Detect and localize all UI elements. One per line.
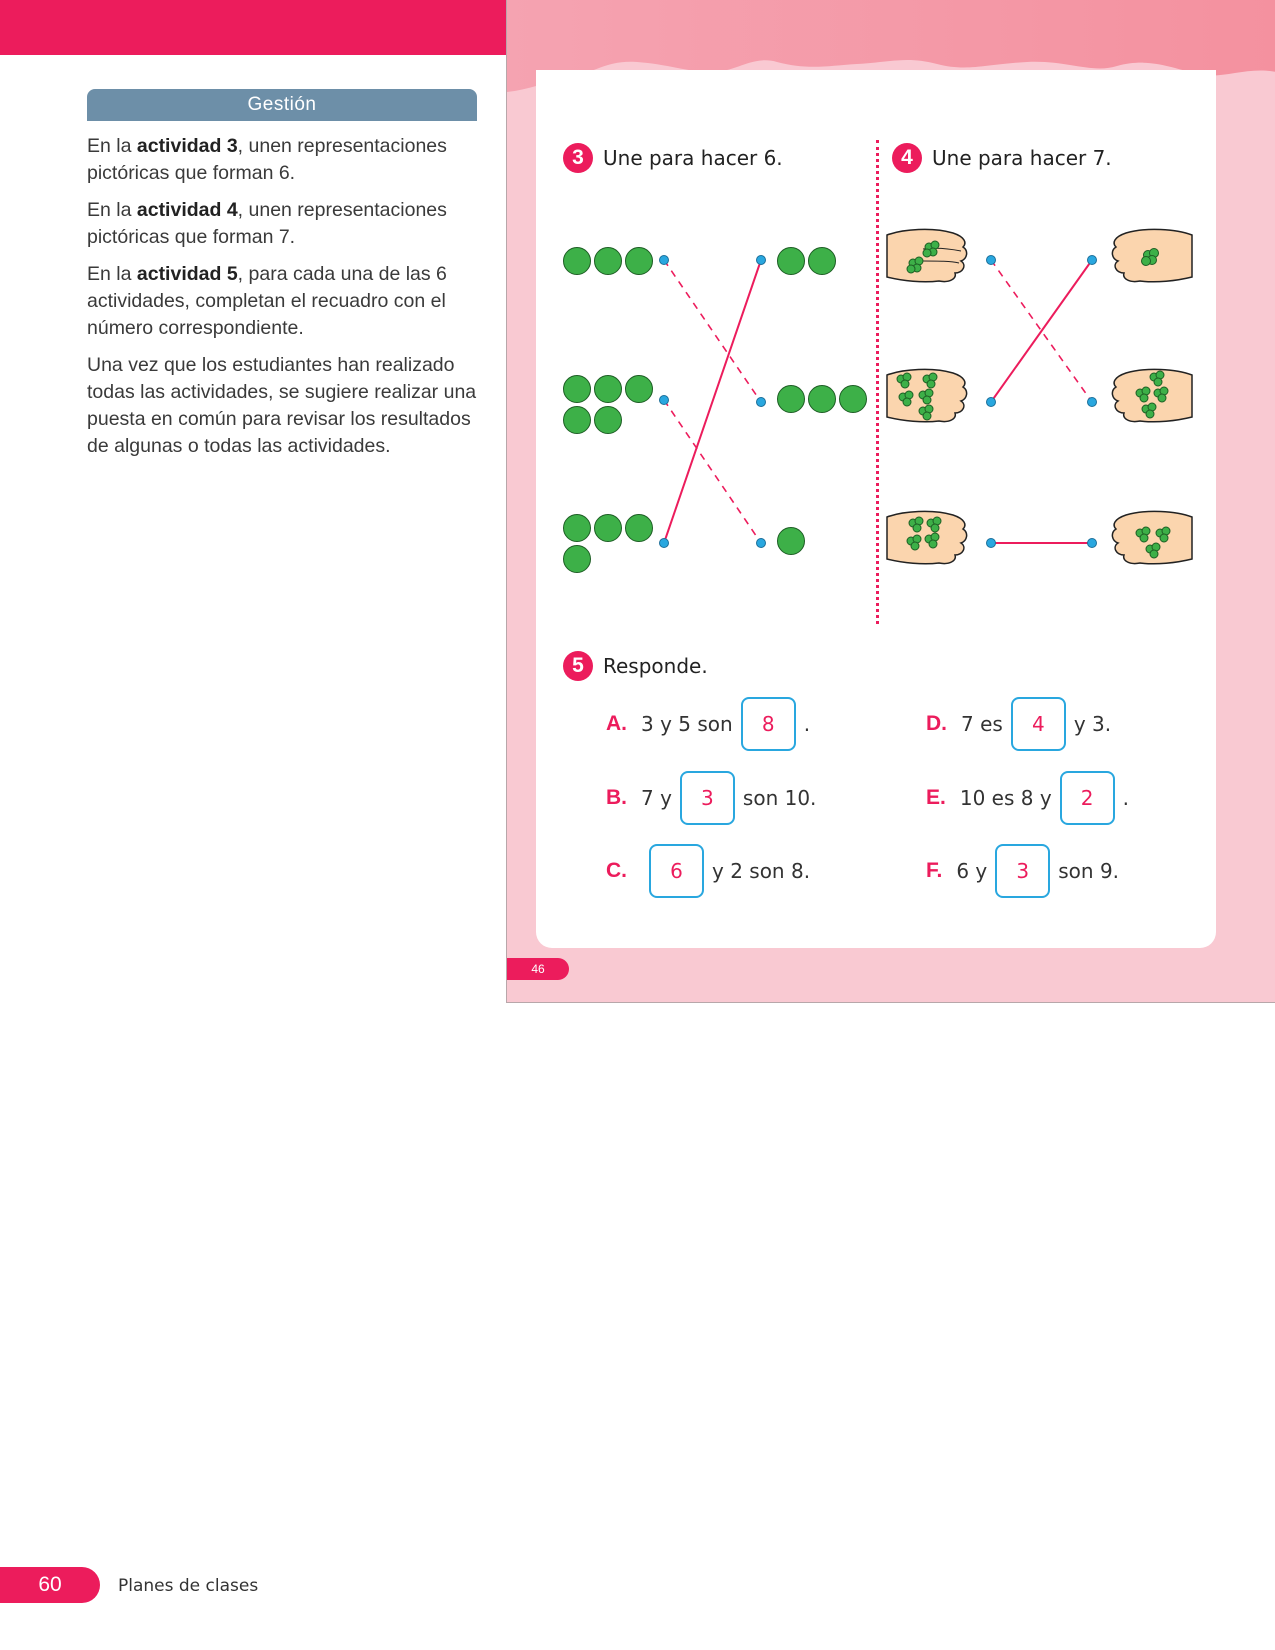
question-text-after: .	[1122, 786, 1130, 810]
activity-3-number: 3	[563, 143, 593, 173]
question-letter: A.	[606, 712, 627, 735]
question-d	[926, 697, 1111, 751]
activity-4-title	[892, 143, 1112, 173]
dot-group-left-4	[563, 514, 663, 573]
green-dot	[625, 375, 653, 403]
hand-left-5-clovers	[883, 365, 969, 427]
question-a	[606, 697, 810, 751]
question-e	[926, 771, 1129, 825]
green-dot	[777, 527, 805, 555]
top-accent-bar	[0, 0, 506, 55]
hand-left-4-clovers	[883, 507, 969, 569]
question-text-before: 7 y	[641, 786, 672, 810]
activity-5-label: Responde.	[603, 654, 708, 678]
guide-panel	[87, 89, 477, 460]
answer-box[interactable]: 8	[741, 697, 796, 751]
question-text-after: son 10.	[742, 786, 817, 810]
activity-divider	[876, 140, 879, 624]
question-text-after: son 9.	[1058, 859, 1120, 883]
question-text-before: 3 y 5 son	[641, 712, 733, 736]
activity-4-number: 4	[892, 143, 922, 173]
activity-5-number: 5	[563, 651, 593, 681]
guide-paragraph-2: En la actividad 4, unen representaciones pictóricas que forman 7.	[87, 199, 447, 248]
activity-5-title	[563, 651, 708, 681]
dot-group-left-5	[563, 375, 663, 434]
green-dot	[625, 247, 653, 275]
answer-box[interactable]: 3	[995, 844, 1050, 898]
activity-3-label: Une para hacer 6.	[603, 146, 783, 170]
dot-group-right-1	[777, 527, 817, 555]
footer-label: Planes de clases	[118, 1576, 259, 1596]
answer-box[interactable]: 4	[1011, 697, 1066, 751]
question-f	[926, 844, 1119, 898]
question-letter: D.	[926, 712, 947, 735]
answer-box[interactable]: 2	[1060, 771, 1115, 825]
question-text-after: .	[803, 712, 811, 736]
question-letter: E.	[926, 786, 946, 809]
hand-left-2-clovers	[883, 225, 969, 287]
guide-paragraph-4: Una vez que los estudiantes han realizado todas las actividades, se sugiere realizar una puesta en común para revisar los resultados de algunas o todas las actividades.	[87, 354, 477, 457]
question-letter: F.	[926, 859, 943, 882]
question-c	[606, 844, 810, 898]
activity-3-title	[563, 143, 783, 173]
question-text-before: 10 es 8 y	[959, 786, 1052, 810]
green-dot	[594, 514, 622, 542]
dot-group-right-3	[777, 385, 877, 413]
green-dot	[563, 545, 591, 573]
green-dot	[625, 514, 653, 542]
green-dot	[777, 385, 805, 413]
hand-right-3-clovers	[1110, 507, 1196, 569]
guide-header: Gestión	[87, 89, 477, 121]
green-dot	[563, 247, 591, 275]
question-text-before: 7 es	[961, 712, 1003, 736]
student-page-number: 46	[507, 958, 569, 980]
green-dot	[808, 247, 836, 275]
question-text-after: y 3.	[1073, 712, 1112, 736]
green-dot	[839, 385, 867, 413]
green-dot	[594, 406, 622, 434]
green-dot	[563, 514, 591, 542]
green-dot	[808, 385, 836, 413]
green-dot	[594, 375, 622, 403]
dot-group-left-3	[563, 247, 663, 275]
hand-right-1-clover	[1110, 225, 1196, 287]
guide-paragraph-3: En la actividad 5, para cada una de las 6 actividades, completan el recuadro con el número correspondiente.	[87, 263, 447, 339]
answer-box[interactable]: 3	[680, 771, 735, 825]
answer-box[interactable]: 6	[649, 844, 704, 898]
activity-4-label: Une para hacer 7.	[932, 146, 1112, 170]
question-letter: B.	[606, 786, 627, 809]
question-text-before: 6 y	[956, 859, 988, 883]
green-dot	[594, 247, 622, 275]
footer-page-number: 60	[0, 1567, 100, 1603]
green-dot	[777, 247, 805, 275]
green-dot	[563, 375, 591, 403]
hand-right-4-clovers	[1110, 365, 1196, 427]
guide-paragraph-1: En la actividad 3, unen representaciones pictóricas que forman 6.	[87, 135, 447, 184]
question-text-after: y 2 son 8.	[712, 859, 811, 883]
question-letter: C.	[606, 859, 627, 882]
question-b	[606, 771, 816, 825]
green-dot	[563, 406, 591, 434]
dot-group-right-2	[777, 247, 857, 275]
